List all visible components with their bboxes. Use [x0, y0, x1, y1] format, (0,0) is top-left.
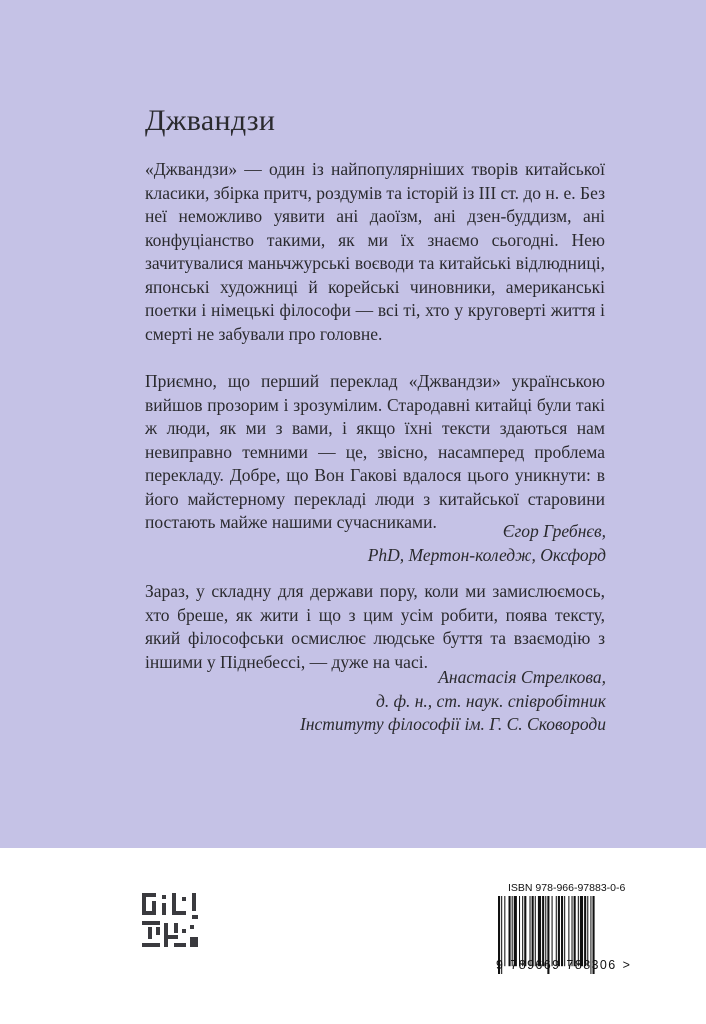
review-signature-2 [146, 666, 606, 737]
review-paragraph-2: Зараз, у складну для держави пору, коли ми замислюємось, хто бреше, як жити і що з цим усім робити, поява тексту, який філософськи осмислює людське буття та взаємодію з іншими у Піднебессі, — дуже на часі. [145, 581, 605, 672]
review-signature-1 [146, 520, 606, 567]
publisher-logo-icon [142, 893, 198, 949]
reviewer-institute: Інституту філософії ім. Г. С. Сковороди [300, 714, 606, 734]
isbn-digit-group-2: 788306 [566, 958, 617, 972]
reviewer-name: Єгор Гребнєв, [502, 521, 606, 541]
isbn-digit-group-1: 789669 [510, 958, 561, 972]
book-title: Джвандзи [145, 104, 276, 137]
reviewer-degree: д. ф. н., ст. наук. співробітник [375, 690, 606, 711]
isbn-digits [496, 958, 636, 972]
isbn-label: ISBN 978-966-97883-0-6 [508, 882, 626, 894]
reviewer-name: Анастасія Стрелкова, [438, 667, 606, 687]
reviewer-affiliation: PhD, Мертон-коледж, Оксфорд [367, 544, 606, 565]
review-paragraph-1: Приємно, що перший переклад «Джвандзи» українською вийшов прозорим і зрозумілим. Стародавні китайці були такі ж люди, як ми з вами, і якщо їхні тексти здаються нам невиправно темними — це, звісно, насамперед проблема перекладу. Добре, що Вон Гакові вдалося цього уникнути: в його майстерному перекладі люди з китайської старовини постають майже нашими сучасниками. [145, 371, 605, 532]
description-paragraph: «Джвандзи» — один із найпопулярніших творів китайської класики, збірка притч, роздумів та історій із III ст. до н. е. Без неї неможливо уявити ані даоїзм, ані дзен-буддизм, ані конфуціанство такими, як ми їх знаємо сьогодні. Нею зачитувалися маньчжурські воєводи та китайські відлюдниці, японські художниці й корейські чиновники, американські поетки і німецькі філософи — всі ті, хто у круговерті життя і смерті не забували про головне. [145, 159, 605, 344]
isbn-digit-first: 9 [496, 958, 505, 972]
isbn-digit-end: > [622, 958, 632, 972]
